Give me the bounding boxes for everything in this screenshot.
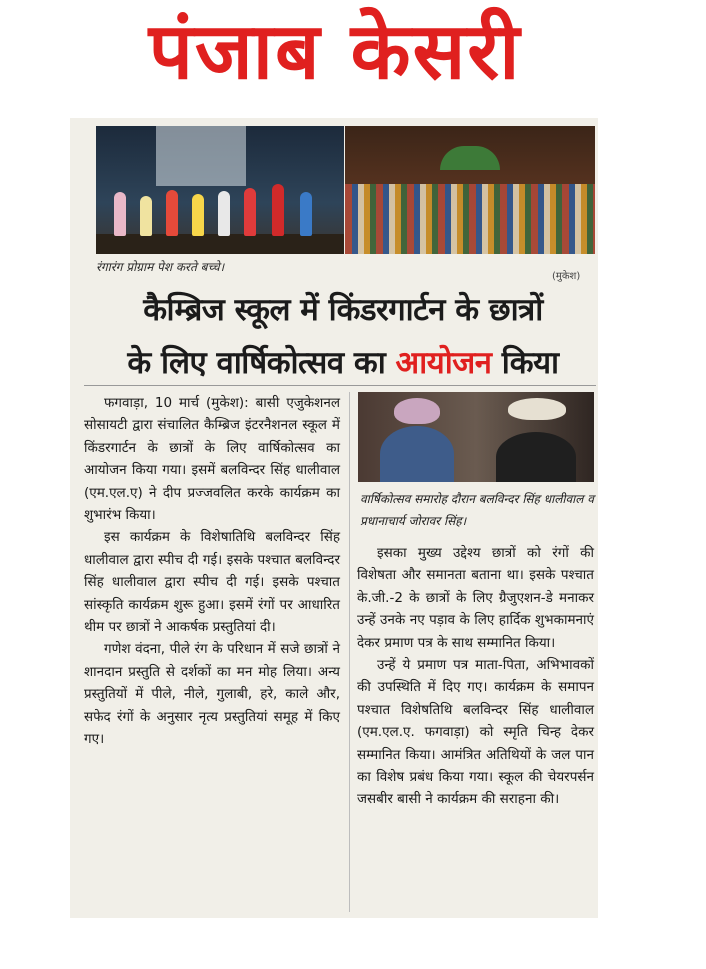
headline-line-2 [78, 341, 608, 383]
child-figure [166, 190, 178, 236]
stage-banner [440, 146, 500, 170]
principal-figure [496, 432, 576, 482]
article-paragraph: उन्हें ये प्रमाण पत्र माता-पिता, अभिभावकों की उपस्थिति में दिए गए। कार्यक्रम के समापन पश्चात विशेषतिथि बलविन्दर सिंह धालीवाल (एम.एल.ए. फगवाड़ा) को स्मृति चिन्ह देकर सम्मानित किया। आमंत्रित अतिथियों के जल पान का विशेष प्रबंध किया गया। स्कूल की चेयरपर्सन जसबीर बासी ने कार्यक्रम की सराहना की। [357, 657, 594, 808]
headline-divider [84, 385, 596, 386]
child-figure [244, 188, 256, 236]
stage-performance-photo [96, 126, 344, 254]
chief-guest-photo [358, 392, 594, 482]
hat-shape [508, 398, 566, 420]
child-figure [300, 192, 312, 236]
top-photo-caption: रंगारंग प्रोग्राम पेश करते बच्चे। [96, 260, 225, 274]
side-photo-caption: वार्षिकोत्सव समारोह दौरान बलविन्दर सिंह धालीवाल व प्रधानाचार्य जोरावर सिंह। [360, 492, 594, 528]
article-paragraph: इसका मुख्य उद्देश्य छात्रों को रंगों की विशेषता और समानता बताना था। इसके पश्चात के.जी.-2 के छात्रों के लिए ग्रैजुएशन-डे मनाकर उन्हें उनके नए पड़ाव के लिए हार्दिक शुभकामनाएं देकर प्रमाण पत्र के साथ सम्मानित किया। [357, 545, 594, 651]
headline-highlight: आयोजन [395, 345, 492, 381]
column-divider [349, 392, 350, 912]
article-paragraph: गणेश वंदना, पीले रंग के परिधान में सजे छात्रों ने शानदान प्रस्तुति से दर्शकों का मन मोह लिया। अन्य प्रस्तुतियों में पीले, नीले, गुलाबी, हरे, काले और, सफेद रंगों के अनुसार नृत्य प्रस्तुतियां समूह में किए गए। [84, 641, 340, 748]
guest-figure [380, 426, 454, 482]
child-figure [192, 194, 204, 236]
children-group [345, 184, 595, 254]
child-figure [140, 196, 152, 236]
stage-screen [156, 126, 246, 186]
article-paragraph: इस कार्यक्रम के विशेषातिथि बलविन्दर सिंह धालीवाल द्वारा स्पीच दी गई। इसके पश्चात बलविन्दर सिंह धालीवाल द्वारा स्पीच दी गई। इसके पश्चात सांस्कृति कार्यक्रम शुरू हुआ। इसमें रंगों पर आधारित थीम पर छात्रों ने आकर्षक प्रस्तुतियां दी। [84, 529, 340, 636]
headline-text-end: किया [491, 345, 559, 381]
child-figure [114, 192, 126, 236]
photo-credit: (मुकेश) [552, 271, 581, 282]
headline-text: के लिए वार्षिकोत्सव का [127, 345, 396, 381]
article-right-column [357, 542, 594, 811]
headline-line-1: कैम्ब्रिज स्कूल में किंडरगार्टन के छात्रों [143, 292, 543, 328]
article-left-column [84, 392, 340, 751]
newspaper-masthead: पंजाब केसरी [148, 7, 522, 97]
turban-shape [394, 398, 440, 424]
stage-floor [96, 234, 344, 254]
article-paragraph: फगवाड़ा, 10 मार्च (मुकेश): बासी एजुकेशनल सोसायटी द्वारा संचालित कैम्ब्रिज इंटरनैशनल स्कूल में किंडरगार्टन के छात्रों के लिए वार्षिकोत्सव का आयोजन किया गया। इसमें बलविन्दर सिंह धालीवाल (एम.एल.ए) ने दीप प्रज्जवलित करके कार्यक्रम का शुभारंभ किया। [84, 395, 340, 524]
child-figure [218, 191, 230, 236]
child-figure [272, 184, 284, 236]
group-of-children-photo [345, 126, 595, 254]
